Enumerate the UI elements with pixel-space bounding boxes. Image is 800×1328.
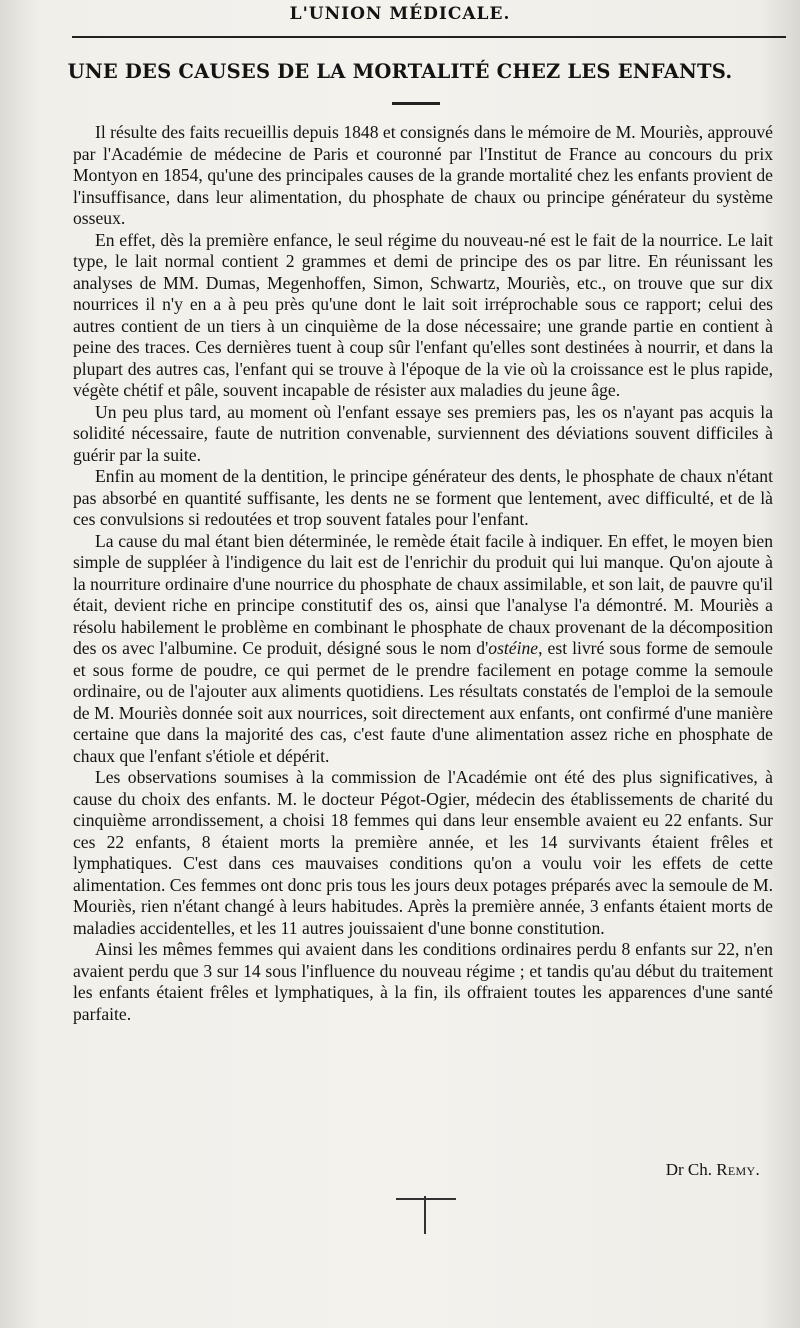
paragraph-5 <box>73 531 773 768</box>
signature-name: Remy. <box>716 1160 760 1179</box>
article-title: UNE DES CAUSES DE LA MORTALITÉ CHEZ LES ENFANTS. <box>67 60 733 83</box>
title-rule <box>392 102 440 105</box>
paragraph-1: Il résulte des faits recueillis depuis 1848 et consignés dans le mémoire de M. Mouriès, approuvé par l'Académie de médecine de Paris et couronné par l'Institut de France au concours du prix Montyon en 1854, qu'une des principales causes de la grande mortalité chez les enfants provient de l'insuffisance, dans leur alimentation, du phosphate de chaux ou principe générateur du système osseux. <box>73 122 773 228</box>
paragraph-6: Les observations soumises à la commission de l'Académie ont été des plus significatives, à cause du choix des enfants. M. le docteur Pégot-Ogier, médecin des établissements de charité du cinquième arrondissement, a choisi 18 femmes qui dans leur ensemble avaient eu 22 enfants. Sur ces 22 enfants, 8 étaient morts la première année, et les 14 survivants étaient frêles et lymphatiques. C'est dans ces mauvaises conditions qu'on a voulu voir les effets de cette alimentation. Ces femmes ont donc pris tous les jours deux potages préparés avec la semoule de M. Mouriès, rien n'étant changé à leurs habitudes. Après la première année, 3 enfants étaient morts de maladies accidentelles, et les 11 autres jouissaient d'une bonne constitution. <box>73 767 773 938</box>
bottom-rule-vertical <box>424 1196 426 1234</box>
osteine-term: ostéine <box>488 638 539 658</box>
paragraph-5-end: , est livré sous forme de semoule et sous forme de poudre, ce qui permet de le prendre facilement en potage comme la semoule ordinaire, ou de l'ajouter aux aliments quotidiens. Les résultats constatés de l'emploi de la semoule de M. Mouriès donnée soit aux nourrices, soit directement aux enfants, ont confirmé d'une manière certaine que dans la majorité des cas, c'est faute d'une alimentation assez riche en phosphate de chaux que l'enfant s'étiole et dépérit. <box>73 638 773 766</box>
signature-prefix: Dr Ch. <box>665 1160 717 1179</box>
paragraph-4: Enfin au moment de la dentition, le principe générateur des dents, le phosphate de chaux n'étant pas absorbé en quantité suffisante, les dents ne se forment que lentement, avec difficulté, et de là ces convulsions si redoutées et trop souvent fatales pour l'enfant. <box>73 466 773 529</box>
paragraph-7: Ainsi les mêmes femmes qui avaient dans les conditions ordinaires perdu 8 enfants sur 22, n'en avaient perdu que 3 sur 14 sous l'influence du nouveau régime ; et tandis qu'au début du traitement les enfants étaient frêles et lymphatiques, à la fin, ils offraient toutes les apparences d'une santé parfaite. <box>73 939 773 1024</box>
article-body <box>73 122 773 1025</box>
running-head: L'UNION MÉDICALE. <box>289 4 511 24</box>
paragraph-2: En effet, dès la première enfance, le seul régime du nouveau-né est le fait de la nourrice. Le lait type, le lait normal contient 2 grammes et demi de principe des os par litre. En réunissant les analyses de MM. Dumas, Megenhoffen, Simon, Schwartz, Mouriès, etc., on trouve que sur dix nourrices il n'y en a à peu près qu'une dont le lait soit irréprochable sous ce rapport; celui des autres contient de un tiers à un cinquième de la dose nécessaire; une grande partie en contient à peine des traces. Ces dernières tuent à coup sûr l'enfant qu'elles sont destinées à nourrir, et dans la plupart des autres cas, l'enfant qui se trouve à l'époque de la vie où la croissance est le plus rapide, végète chétif et pâle, souvent incapable de résister aux maladies du jeune âge. <box>73 229 773 400</box>
header-rule <box>72 36 786 38</box>
author-signature <box>560 1160 760 1180</box>
paragraph-5-start: La cause du mal étant bien déterminée, le remède était facile à indiquer. En effet, le moyen bien simple de suppléer à l'indigence du lait est de l'enrichir du produit qui lui manque. Qu'on ajoute à la nourriture ordinaire d'une nourrice du phosphate de chaux assimilable, et son lait, de pauvre qu'il était, devient riche en principe constitutif des os, ainsi que l'analyse l'a démontré. M. Mouriès a résolu habilement le problème en combinant le phosphate de chaux provenant de la décomposition des os avec l'albumine. Ce produit, désigné sous le nom d' <box>73 530 773 658</box>
bottom-rule-horizontal <box>396 1198 456 1200</box>
paragraph-3: Un peu plus tard, au moment où l'enfant essaye ses premiers pas, les os n'ayant pas acquis la solidité nécessaire, faute de nutrition convenable, surviennent des déviations souvent difficiles à guérir par la suite. <box>73 401 773 465</box>
